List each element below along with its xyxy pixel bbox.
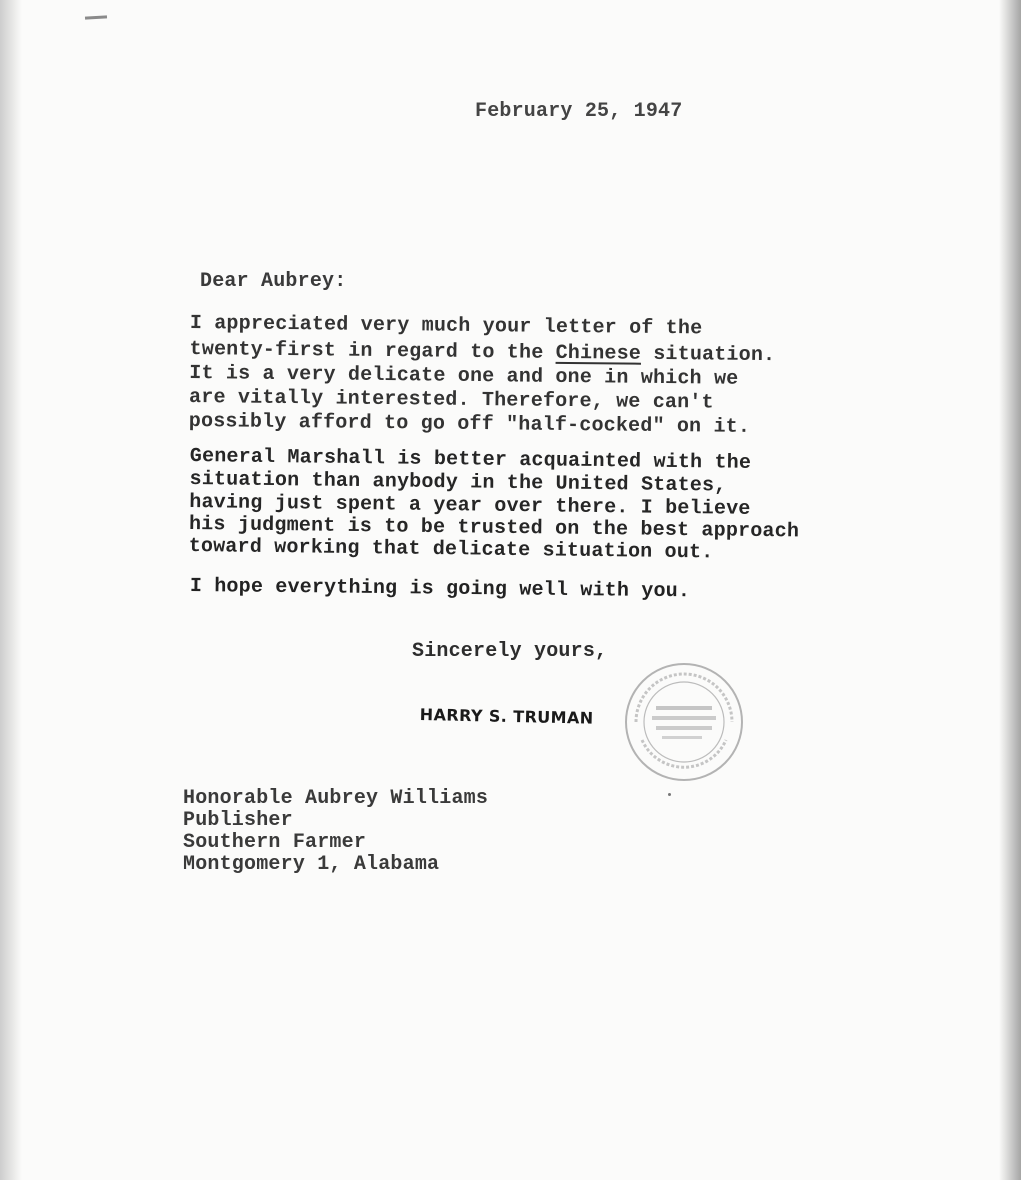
paragraph-line: possibly afford to go off "half-cocked" on it.	[188, 409, 751, 439]
paragraph-3	[189, 575, 750, 604]
paper-speck	[668, 793, 671, 796]
paragraph-2	[188, 445, 800, 565]
typed-signature: HARRY S. TRUMAN	[419, 705, 594, 728]
paragraph-line: situation than anybody in the United States,	[189, 467, 727, 498]
recipient-location: Montgomery 1, Alabama	[183, 853, 440, 876]
letter-date: February 25, 1947	[475, 100, 683, 123]
ink-mark	[85, 15, 107, 19]
paragraph-line: his judgment is to be trusted on the best approach	[188, 512, 800, 544]
right-edge-shadow	[999, 0, 1021, 1180]
recipient-name: Honorable Aubrey Williams	[183, 787, 489, 810]
salutation: Dear Aubrey:	[200, 270, 347, 293]
library-stamp-icon	[622, 660, 746, 784]
paragraph-line: It is a very delicate one and one in which we	[189, 361, 739, 391]
paragraph-line: are vitally interested. Therefore, we can't	[188, 385, 714, 415]
recipient-title: Publisher	[183, 809, 293, 832]
recipient-organization: Southern Farmer	[183, 831, 367, 854]
recipient-address	[183, 788, 488, 876]
underlined-word: Chinese	[555, 341, 642, 366]
paragraph-1	[188, 312, 776, 439]
left-edge-shadow	[0, 0, 22, 1180]
paragraph-line: having just spent a year over there. I believe	[189, 490, 751, 521]
paragraph-line: I appreciated very much your letter of the	[189, 312, 703, 341]
closing: Sincerely yours,	[412, 640, 608, 663]
paragraph-line: I hope everything is going well with you.	[189, 575, 691, 604]
paragraph-line: toward working that delicate situation out.	[188, 534, 714, 565]
paragraph-line: twenty-first in regard to the Chinese situation.	[189, 337, 776, 368]
paragraph-line: General Marshall is better acquainted with the	[189, 445, 752, 475]
